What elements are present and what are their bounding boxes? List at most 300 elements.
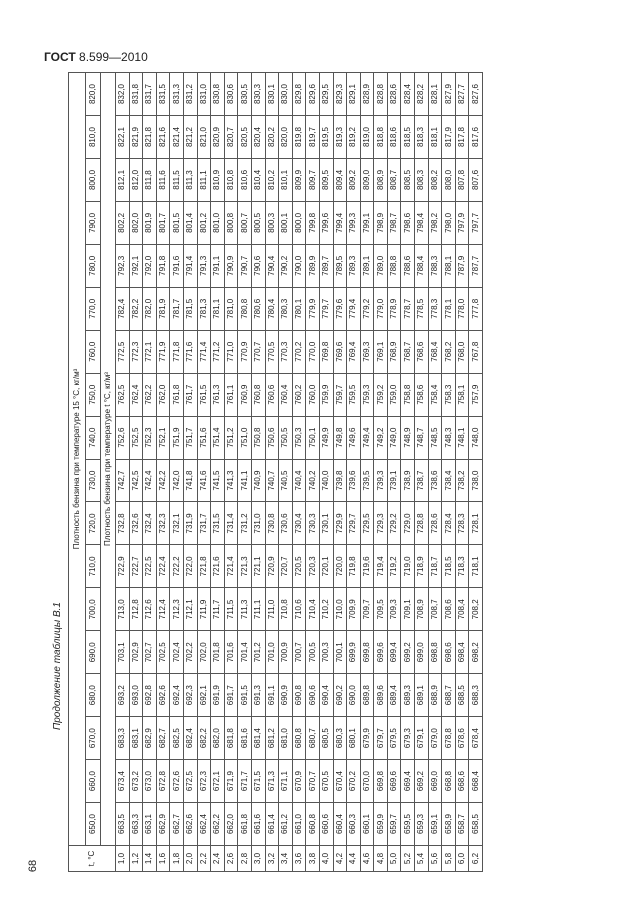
document-header bbox=[44, 50, 148, 64]
density-cell: 787,9 bbox=[455, 244, 469, 287]
density-cell: 708,7 bbox=[428, 588, 442, 631]
temperature-cell: 1,8 bbox=[170, 846, 184, 872]
density-cell: 680,3 bbox=[333, 717, 347, 760]
density-cell: 762,5 bbox=[116, 373, 130, 416]
density-cell: 700,5 bbox=[306, 631, 320, 674]
density-cell: 711,0 bbox=[265, 588, 279, 631]
density-cell: 663,5 bbox=[116, 803, 130, 846]
density-cell: 757,9 bbox=[469, 373, 483, 416]
table-row bbox=[183, 73, 197, 872]
density-cell: 672,5 bbox=[183, 760, 197, 803]
density-cell: 710,4 bbox=[306, 588, 320, 631]
column-header: 810,0 bbox=[86, 116, 101, 159]
density-cell: 693,0 bbox=[129, 674, 143, 717]
density-cell: 830,5 bbox=[238, 73, 252, 116]
density-cell: 761,7 bbox=[183, 373, 197, 416]
temperature-cell: 4,8 bbox=[374, 846, 388, 872]
density-cell: 759,7 bbox=[333, 373, 347, 416]
density-cell: 782,0 bbox=[143, 287, 157, 330]
density-cell: 770,2 bbox=[292, 330, 306, 373]
density-cell: 699,8 bbox=[360, 631, 374, 674]
density-cell: 680,1 bbox=[347, 717, 361, 760]
density-cell: 732,8 bbox=[116, 502, 130, 545]
density-cell: 750,3 bbox=[292, 416, 306, 459]
density-cell: 797,7 bbox=[469, 201, 483, 244]
density-cell: 800,0 bbox=[292, 201, 306, 244]
density-cell: 710,6 bbox=[292, 588, 306, 631]
density-cell: 751,2 bbox=[224, 416, 238, 459]
density-cell: 748,7 bbox=[415, 416, 429, 459]
column-header: 780,0 bbox=[86, 244, 101, 287]
density-cell: 719,6 bbox=[360, 545, 374, 588]
density-cell: 691,3 bbox=[251, 674, 265, 717]
density-cell: 821,4 bbox=[170, 116, 184, 159]
density-cell: 788,1 bbox=[442, 244, 456, 287]
density-cell: 810,9 bbox=[211, 159, 225, 202]
density-cell: 788,8 bbox=[387, 244, 401, 287]
density-cell: 800,3 bbox=[265, 201, 279, 244]
density-cell: 702,0 bbox=[197, 631, 211, 674]
temperature-cell: 2,4 bbox=[211, 846, 225, 872]
density-cell: 682,0 bbox=[211, 717, 225, 760]
density-cell: 792,0 bbox=[143, 244, 157, 287]
column-header: 710,0 bbox=[86, 545, 101, 588]
density-cell: 810,6 bbox=[238, 159, 252, 202]
density-cell: 721,3 bbox=[238, 545, 252, 588]
density-cell: 801,7 bbox=[156, 201, 170, 244]
temperature-cell: 6,2 bbox=[469, 846, 483, 872]
density-cell: 818,5 bbox=[401, 116, 415, 159]
temperature-cell: 1,0 bbox=[116, 846, 130, 872]
density-cell: 752,6 bbox=[116, 416, 130, 459]
density-cell: 701,2 bbox=[251, 631, 265, 674]
density-cell: 709,7 bbox=[360, 588, 374, 631]
density-cell: 807,6 bbox=[469, 159, 483, 202]
temperature-cell: 5,8 bbox=[442, 846, 456, 872]
density-cell: 777,8 bbox=[469, 287, 483, 330]
density-cell: 779,9 bbox=[306, 287, 320, 330]
density-cell: 789,9 bbox=[306, 244, 320, 287]
density-cell: 781,7 bbox=[170, 287, 184, 330]
density-cell: 728,3 bbox=[455, 502, 469, 545]
density-cell: 771,0 bbox=[224, 330, 238, 373]
density-cell: 809,0 bbox=[360, 159, 374, 202]
density-cell: 817,9 bbox=[442, 116, 456, 159]
table-row bbox=[469, 73, 483, 872]
temperature-cell: 2,6 bbox=[224, 846, 238, 872]
density-cell: 768,4 bbox=[428, 330, 442, 373]
density-cell: 799,8 bbox=[306, 201, 320, 244]
density-cell: 750,5 bbox=[279, 416, 293, 459]
density-cell: 732,1 bbox=[170, 502, 184, 545]
density-cell: 751,7 bbox=[183, 416, 197, 459]
density-cell: 729,5 bbox=[360, 502, 374, 545]
density-cell: 750,6 bbox=[265, 416, 279, 459]
density-cell: 779,4 bbox=[347, 287, 361, 330]
density-cell: 670,2 bbox=[347, 760, 361, 803]
density-cell: 772,3 bbox=[129, 330, 143, 373]
density-cell: 742,7 bbox=[116, 459, 130, 502]
density-cell: 719,2 bbox=[387, 545, 401, 588]
density-cell: 751,4 bbox=[211, 416, 225, 459]
density-cell: 771,4 bbox=[197, 330, 211, 373]
density-cell: 758,4 bbox=[428, 373, 442, 416]
density-cell: 781,1 bbox=[211, 287, 225, 330]
density-cell: 791,4 bbox=[183, 244, 197, 287]
temperature-cell: 4,0 bbox=[319, 846, 333, 872]
density-cell: 770,9 bbox=[238, 330, 252, 373]
density-cell: 819,2 bbox=[347, 116, 361, 159]
density-cell: 801,5 bbox=[170, 201, 184, 244]
density-cell: 701,8 bbox=[211, 631, 225, 674]
density-cell: 780,4 bbox=[265, 287, 279, 330]
density-cell: 789,5 bbox=[333, 244, 347, 287]
density-cell: 732,6 bbox=[129, 502, 143, 545]
density-cell: 700,1 bbox=[333, 631, 347, 674]
density-cell: 778,9 bbox=[387, 287, 401, 330]
density-cell: 729,0 bbox=[401, 502, 415, 545]
density-cell: 682,2 bbox=[197, 717, 211, 760]
table-row bbox=[401, 73, 415, 872]
density-cell: 782,4 bbox=[116, 287, 130, 330]
density-cell: 689,4 bbox=[387, 674, 401, 717]
table-row bbox=[387, 73, 401, 872]
density-cell: 778,5 bbox=[415, 287, 429, 330]
density-cell: 780,1 bbox=[292, 287, 306, 330]
density-cell: 698,2 bbox=[469, 631, 483, 674]
density-cell: 822,1 bbox=[116, 116, 130, 159]
density-cell: 658,5 bbox=[469, 803, 483, 846]
density-cell: 779,0 bbox=[374, 287, 388, 330]
density-cell: 683,1 bbox=[129, 717, 143, 760]
density-cell: 689,6 bbox=[374, 674, 388, 717]
density-cell: 782,2 bbox=[129, 287, 143, 330]
density-cell: 732,4 bbox=[143, 502, 157, 545]
density-cell: 821,0 bbox=[197, 116, 211, 159]
density-cell: 818,1 bbox=[428, 116, 442, 159]
column-header: 680,0 bbox=[86, 674, 101, 717]
density-cell: 701,6 bbox=[224, 631, 238, 674]
column-header: 770,0 bbox=[86, 287, 101, 330]
density-cell: 712,8 bbox=[129, 588, 143, 631]
density-cell: 689,1 bbox=[415, 674, 429, 717]
density-cell: 660,3 bbox=[347, 803, 361, 846]
density-cell: 829,5 bbox=[319, 73, 333, 116]
density-cell: 741,5 bbox=[211, 459, 225, 502]
table-caption: Продолжение таблицы В.1 bbox=[52, 602, 63, 730]
density-cell: 759,2 bbox=[374, 373, 388, 416]
density-cell: 809,7 bbox=[306, 159, 320, 202]
density-cell: 711,3 bbox=[238, 588, 252, 631]
density-cell: 729,2 bbox=[387, 502, 401, 545]
column-header: 820,0 bbox=[86, 73, 101, 116]
density-cell: 741,1 bbox=[238, 459, 252, 502]
density-cell: 719,0 bbox=[401, 545, 415, 588]
density-cell: 740,4 bbox=[292, 459, 306, 502]
density-cell: 812,0 bbox=[129, 159, 143, 202]
density-cell: 732,3 bbox=[156, 502, 170, 545]
density-cell: 829,6 bbox=[306, 73, 320, 116]
density-cell: 678,4 bbox=[469, 717, 483, 760]
density-cell: 820,9 bbox=[211, 116, 225, 159]
density-cell: 730,4 bbox=[292, 502, 306, 545]
density-cell: 662,6 bbox=[183, 803, 197, 846]
density-cell: 700,9 bbox=[279, 631, 293, 674]
density-cell: 728,4 bbox=[442, 502, 456, 545]
density-cell: 711,1 bbox=[251, 588, 265, 631]
density-cell: 692,3 bbox=[183, 674, 197, 717]
density-cell: 751,9 bbox=[170, 416, 184, 459]
density-cell: 818,3 bbox=[415, 116, 429, 159]
density-cell: 722,9 bbox=[116, 545, 130, 588]
density-cell: 668,6 bbox=[455, 760, 469, 803]
density-cell: 712,3 bbox=[170, 588, 184, 631]
density-cell: 719,8 bbox=[347, 545, 361, 588]
density-cell: 801,9 bbox=[143, 201, 157, 244]
density-cell: 759,3 bbox=[360, 373, 374, 416]
density-cell: 831,2 bbox=[183, 73, 197, 116]
density-cell: 671,1 bbox=[279, 760, 293, 803]
density-cell: 771,9 bbox=[156, 330, 170, 373]
density-cell: 738,6 bbox=[428, 459, 442, 502]
temperature-cell: 4,4 bbox=[347, 846, 361, 872]
density-cell: 730,3 bbox=[306, 502, 320, 545]
density-cell: 688,5 bbox=[455, 674, 469, 717]
density-cell: 761,3 bbox=[211, 373, 225, 416]
density-cell: 692,6 bbox=[156, 674, 170, 717]
column-header: 730,0 bbox=[86, 459, 101, 502]
density-cell: 731,7 bbox=[197, 502, 211, 545]
density-cell: 750,8 bbox=[251, 416, 265, 459]
density-cell: 712,6 bbox=[143, 588, 157, 631]
table-row bbox=[455, 73, 469, 872]
density-cell: 709,3 bbox=[387, 588, 401, 631]
density-cell: 692,8 bbox=[143, 674, 157, 717]
density-cell: 662,2 bbox=[211, 803, 225, 846]
density-cell: 771,2 bbox=[211, 330, 225, 373]
table-row bbox=[211, 73, 225, 872]
density-cell: 759,5 bbox=[347, 373, 361, 416]
density-cell: 720,7 bbox=[279, 545, 293, 588]
column-header: 720,0 bbox=[86, 502, 101, 545]
density-cell: 718,5 bbox=[442, 545, 456, 588]
density-cell: 729,7 bbox=[347, 502, 361, 545]
density-cell: 781,3 bbox=[197, 287, 211, 330]
density-cell: 739,1 bbox=[387, 459, 401, 502]
density-cell: 762,0 bbox=[156, 373, 170, 416]
density-cell: 802,2 bbox=[116, 201, 130, 244]
density-cell: 669,0 bbox=[428, 760, 442, 803]
density-cell: 808,3 bbox=[415, 159, 429, 202]
density-cell: 808,9 bbox=[374, 159, 388, 202]
density-cell: 740,9 bbox=[251, 459, 265, 502]
density-cell: 791,3 bbox=[197, 244, 211, 287]
density-cell: 730,6 bbox=[279, 502, 293, 545]
density-cell: 658,9 bbox=[442, 803, 456, 846]
density-cell: 760,8 bbox=[251, 373, 265, 416]
density-cell: 752,5 bbox=[129, 416, 143, 459]
density-cell: 670,5 bbox=[319, 760, 333, 803]
density-cell: 711,5 bbox=[224, 588, 238, 631]
density-cell: 688,7 bbox=[442, 674, 456, 717]
density-cell: 700,3 bbox=[319, 631, 333, 674]
density-cell: 748,3 bbox=[442, 416, 456, 459]
table-row bbox=[116, 73, 130, 872]
density-cell: 738,2 bbox=[455, 459, 469, 502]
density-cell: 820,2 bbox=[265, 116, 279, 159]
density-cell: 760,9 bbox=[238, 373, 252, 416]
density-cell: 790,7 bbox=[238, 244, 252, 287]
density-cell: 749,0 bbox=[387, 416, 401, 459]
table-row bbox=[238, 73, 252, 872]
density-cell: 770,3 bbox=[279, 330, 293, 373]
density-cell: 682,7 bbox=[156, 717, 170, 760]
density-cell: 831,3 bbox=[170, 73, 184, 116]
density-cell: 781,0 bbox=[224, 287, 238, 330]
density-cell: 791,8 bbox=[156, 244, 170, 287]
density-cell: 760,4 bbox=[279, 373, 293, 416]
standard-prefix: ГОСТ bbox=[44, 50, 76, 64]
density-cell: 682,5 bbox=[170, 717, 184, 760]
density-cell: 762,2 bbox=[143, 373, 157, 416]
density-cell: 702,5 bbox=[156, 631, 170, 674]
density-cell: 731,2 bbox=[238, 502, 252, 545]
density-cell: 830,6 bbox=[224, 73, 238, 116]
density-cell: 761,1 bbox=[224, 373, 238, 416]
column-header: 690,0 bbox=[86, 631, 101, 674]
density-cell: 708,9 bbox=[415, 588, 429, 631]
density-cell: 662,0 bbox=[224, 803, 238, 846]
temperature-cell: 4,2 bbox=[333, 846, 347, 872]
density-cell: 828,8 bbox=[374, 73, 388, 116]
density-cell: 699,6 bbox=[374, 631, 388, 674]
density-cell: 761,8 bbox=[170, 373, 184, 416]
density-cell: 791,6 bbox=[170, 244, 184, 287]
density-cell: 739,8 bbox=[333, 459, 347, 502]
density-cell: 748,1 bbox=[455, 416, 469, 459]
density-cell: 817,6 bbox=[469, 116, 483, 159]
temperature-cell: 2,0 bbox=[183, 846, 197, 872]
density-cell: 710,0 bbox=[333, 588, 347, 631]
density-cell: 768,0 bbox=[455, 330, 469, 373]
density-cell: 708,6 bbox=[442, 588, 456, 631]
density-cell: 828,2 bbox=[415, 73, 429, 116]
density-cell: 660,1 bbox=[360, 803, 374, 846]
density-cell: 768,6 bbox=[415, 330, 429, 373]
density-cell: 708,2 bbox=[469, 588, 483, 631]
density-cell: 738,4 bbox=[442, 459, 456, 502]
density-cell: 749,4 bbox=[360, 416, 374, 459]
density-cell: 669,6 bbox=[387, 760, 401, 803]
density-cell: 661,6 bbox=[251, 803, 265, 846]
density-cell: 669,2 bbox=[415, 760, 429, 803]
density-cell: 679,0 bbox=[428, 717, 442, 760]
table-row bbox=[306, 73, 320, 872]
temperature-cell: 3,6 bbox=[292, 846, 306, 872]
density-cell: 749,6 bbox=[347, 416, 361, 459]
density-cell: 780,8 bbox=[238, 287, 252, 330]
density-cell: 742,0 bbox=[170, 459, 184, 502]
header-temperature: t, °C bbox=[69, 846, 116, 872]
column-header: 760,0 bbox=[86, 330, 101, 373]
table-row bbox=[374, 73, 388, 872]
density-cell: 768,9 bbox=[387, 330, 401, 373]
density-cell: 660,6 bbox=[319, 803, 333, 846]
table-row bbox=[129, 73, 143, 872]
density-cell: 771,6 bbox=[183, 330, 197, 373]
table-row bbox=[265, 73, 279, 872]
density-cell: 661,0 bbox=[292, 803, 306, 846]
density-cell: 711,9 bbox=[197, 588, 211, 631]
rotated-table-container bbox=[68, 72, 608, 872]
density-cell: 690,2 bbox=[333, 674, 347, 717]
density-cell: 681,8 bbox=[224, 717, 238, 760]
density-cell: 679,5 bbox=[387, 717, 401, 760]
column-header: 660,0 bbox=[86, 760, 101, 803]
density-cell: 811,5 bbox=[170, 159, 184, 202]
density-cell: 828,4 bbox=[401, 73, 415, 116]
density-cell: 659,9 bbox=[374, 803, 388, 846]
density-cell: 672,1 bbox=[211, 760, 225, 803]
table-row bbox=[143, 73, 157, 872]
density-cell: 691,5 bbox=[238, 674, 252, 717]
density-cell: 800,1 bbox=[279, 201, 293, 244]
density-cell: 740,5 bbox=[279, 459, 293, 502]
density-cell: 688,3 bbox=[469, 674, 483, 717]
density-cell: 811,6 bbox=[156, 159, 170, 202]
density-cell: 798,4 bbox=[415, 201, 429, 244]
density-cell: 731,5 bbox=[211, 502, 225, 545]
density-cell: 801,0 bbox=[211, 201, 225, 244]
density-cell: 789,3 bbox=[347, 244, 361, 287]
table-row bbox=[319, 73, 333, 872]
density-cell: 680,5 bbox=[319, 717, 333, 760]
density-cell: 790,4 bbox=[265, 244, 279, 287]
table-row bbox=[170, 73, 184, 872]
density-cell: 710,8 bbox=[279, 588, 293, 631]
density-cell: 751,6 bbox=[197, 416, 211, 459]
density-cell: 811,1 bbox=[197, 159, 211, 202]
density-cell: 769,8 bbox=[319, 330, 333, 373]
density-cell: 670,9 bbox=[292, 760, 306, 803]
density-cell: 701,4 bbox=[238, 631, 252, 674]
column-header: 750,0 bbox=[86, 373, 101, 416]
density-cell: 730,1 bbox=[319, 502, 333, 545]
density-cell: 760,0 bbox=[306, 373, 320, 416]
density-cell: 693,2 bbox=[116, 674, 130, 717]
density-cell: 767,8 bbox=[469, 330, 483, 373]
density-cell: 810,2 bbox=[265, 159, 279, 202]
temperature-cell: 3,4 bbox=[279, 846, 293, 872]
density-cell: 722,7 bbox=[129, 545, 143, 588]
density-cell: 799,3 bbox=[347, 201, 361, 244]
density-cell: 741,3 bbox=[224, 459, 238, 502]
density-cell: 738,0 bbox=[469, 459, 483, 502]
density-cell: 692,1 bbox=[197, 674, 211, 717]
density-cell: 820,7 bbox=[224, 116, 238, 159]
density-cell: 829,1 bbox=[347, 73, 361, 116]
table-row bbox=[333, 73, 347, 872]
density-cell: 788,6 bbox=[401, 244, 415, 287]
density-cell: 749,9 bbox=[319, 416, 333, 459]
density-cell: 682,4 bbox=[183, 717, 197, 760]
density-cell: 759,0 bbox=[387, 373, 401, 416]
density-cell: 828,9 bbox=[360, 73, 374, 116]
density-cell: 792,1 bbox=[129, 244, 143, 287]
density-cell: 738,9 bbox=[401, 459, 415, 502]
temperature-cell: 5,6 bbox=[428, 846, 442, 872]
density-table bbox=[68, 72, 483, 872]
